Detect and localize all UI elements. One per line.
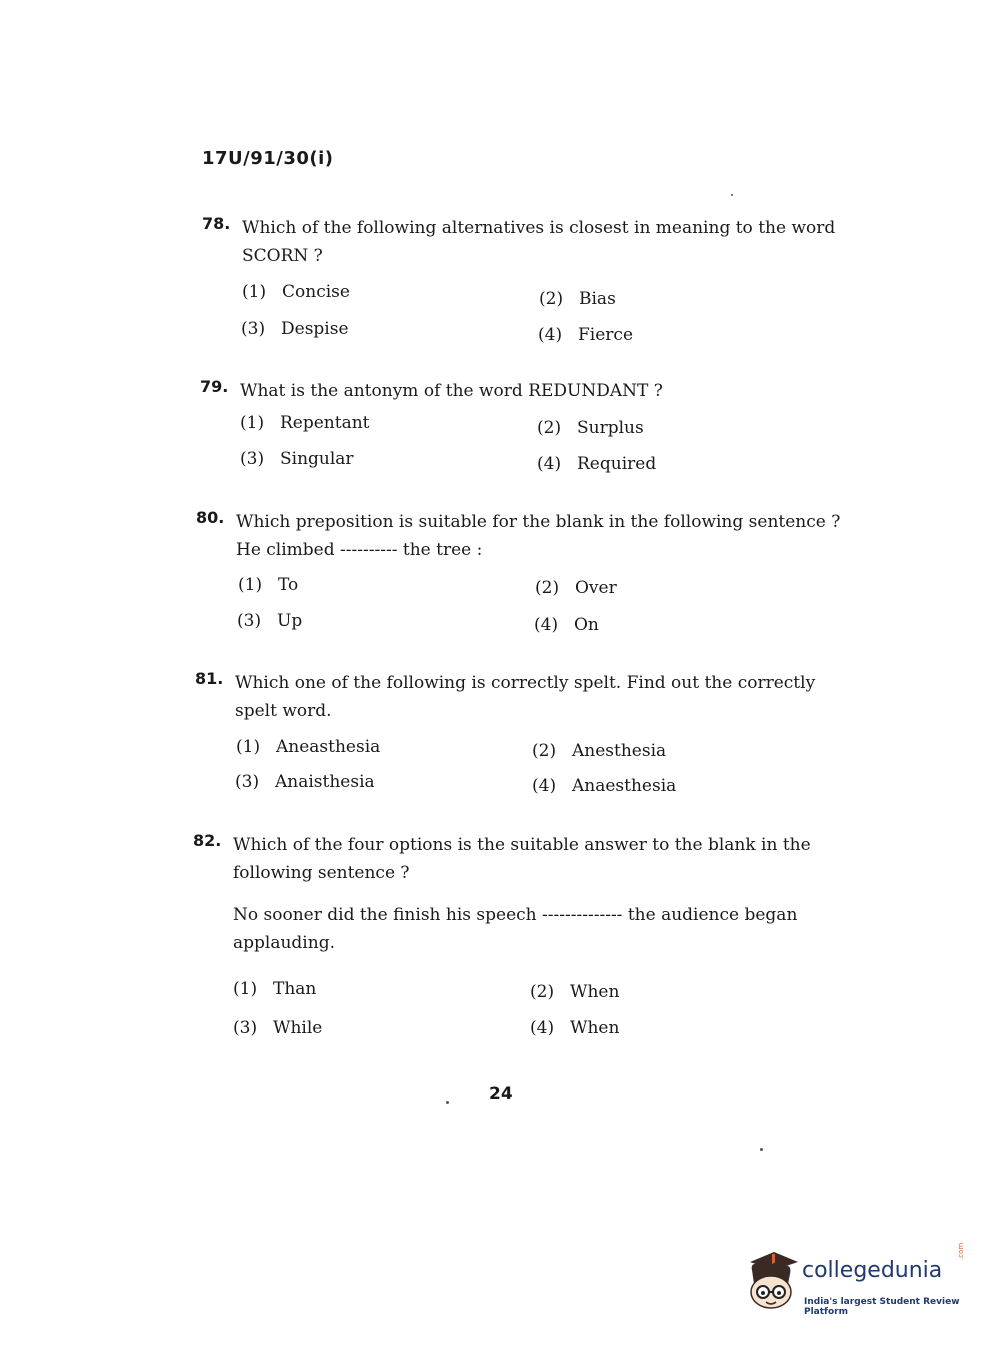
option-2: (2) Bias <box>539 289 616 309</box>
logo-tagline: India's largest Student Review Platform <box>804 1297 960 1317</box>
question-text: What is the antonym of the word REDUNDANT ? <box>240 381 663 401</box>
option-2: (2) Over <box>535 578 617 598</box>
option-3: (3) Singular <box>240 449 354 469</box>
option-3: (3) While <box>233 1018 323 1038</box>
scan-speck <box>731 194 733 196</box>
option-4: (4) When <box>530 1018 620 1038</box>
question-text: Which of the following alternatives is closest in meaning to the word SCORN ? <box>242 218 836 266</box>
option-1: (1) To <box>238 575 299 595</box>
question-text: Which one of the following is correctly spelt. Find out the correctly spelt word. <box>235 673 816 721</box>
option-2: (2) Surplus <box>537 418 644 438</box>
option-3: (3) Despise <box>241 319 349 339</box>
question-text: Which preposition is suitable for the blank in the following sentence ? He climbed ---------- the tree : <box>236 512 841 560</box>
logo-wordmark: collegedunia <box>802 1258 943 1283</box>
question-sentence: No sooner did the finish his speech -------------- the audience began applauding. <box>233 905 798 953</box>
question-number: 81. <box>195 669 224 688</box>
scan-speck <box>446 1101 449 1104</box>
page-number: 24 <box>489 1084 513 1104</box>
option-2: (2) When <box>530 982 620 1002</box>
logo-suffix: .com <box>957 1242 965 1260</box>
paper-code: 17U/91/30(i) <box>202 148 334 169</box>
option-4: (4) Anaesthesia <box>532 776 677 796</box>
option-4: (4) On <box>534 615 599 635</box>
question-number: 80. <box>196 508 225 527</box>
option-1: (1) Than <box>233 979 317 999</box>
option-3: (3) Up <box>237 611 303 631</box>
question-text: Which of the four options is the suitable answer to the blank in the following sentence ? No sooner did the finish his speech -------------- the audience began applauding. <box>233 831 823 957</box>
student-mascot-icon <box>742 1250 802 1316</box>
question-number: 78. <box>202 214 231 233</box>
option-2: (2) Anesthesia <box>532 741 667 761</box>
collegedunia-logo <box>742 1242 972 1320</box>
question-number: 82. <box>193 831 222 850</box>
option-4: (4) Fierce <box>538 325 634 345</box>
scan-speck <box>760 1148 763 1151</box>
option-4: (4) Required <box>537 454 657 474</box>
option-1: (1) Aneasthesia <box>236 737 381 757</box>
option-1: (1) Repentant <box>240 413 370 433</box>
option-3: (3) Anaisthesia <box>235 772 375 792</box>
option-1: (1) Concise <box>242 282 350 302</box>
question-number: 79. <box>200 377 229 396</box>
